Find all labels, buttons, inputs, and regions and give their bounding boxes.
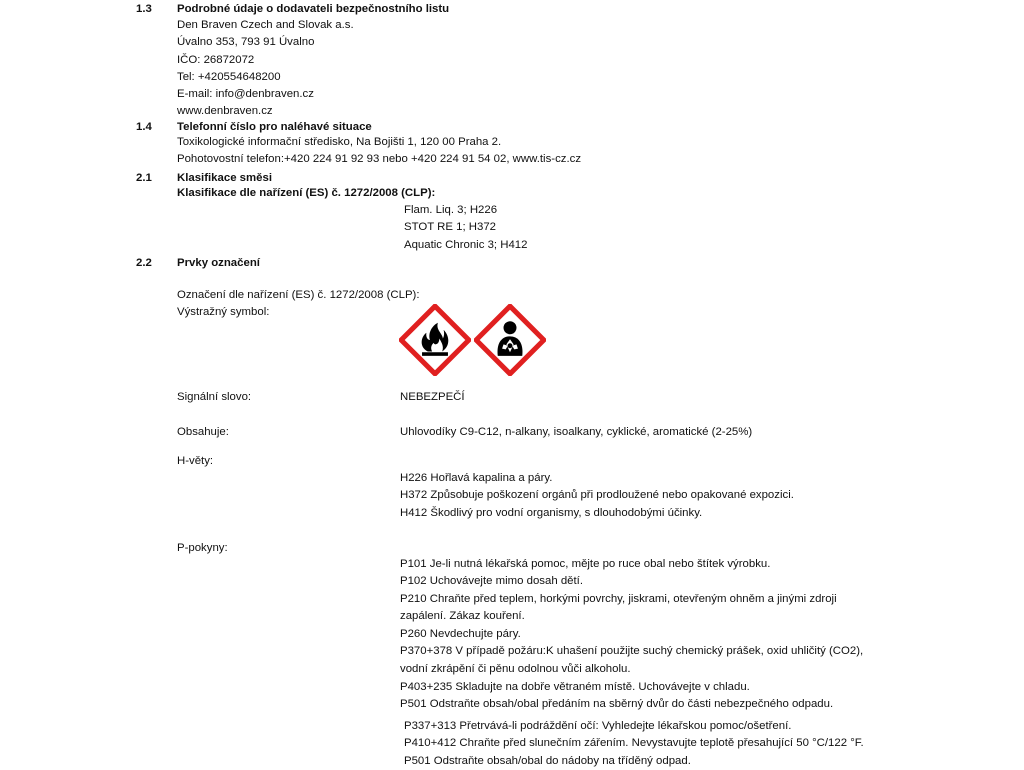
p-statement: P403+235 Skladujte na dobře větraném místě. Uchovávejte v chladu. (400, 681, 750, 693)
supplier-details (177, 17, 354, 121)
supplier-line: E-mail: info@denbraven.cz (177, 88, 314, 101)
contains-label: Obsahuje: (177, 426, 229, 438)
h-statements-list (400, 470, 794, 522)
regulation-label: Označení dle nařízení (ES) č. 1272/2008 (CLP): (177, 289, 420, 301)
p-statement: P260 Nevdechujte páry. (400, 628, 521, 640)
flame-pictogram (399, 304, 471, 376)
classification-item: STOT RE 1; H372 (404, 221, 497, 234)
contains-value: Uhlovodíky C9-C12, n-alkany, isoalkany, cyklické, aromatické (2-25%) (400, 426, 753, 438)
p-statement: P370+378 V případě požáru:K uhašení použijte suchý chemický prášek, oxid uhličitý (CO2), (400, 645, 864, 658)
p-statement: P101 Je-li nutná lékařská pomoc, mějte po ruce obal nebo štítek výrobku. (400, 558, 771, 570)
symbol-label: Výstražný symbol: (177, 306, 270, 318)
section-title: Prvky označení (177, 257, 260, 269)
p-statements-block (400, 679, 833, 714)
section-title: Podrobné údaje o dodavateli bezpečnostního listu (177, 3, 450, 15)
p-statement: P337+313 Přetrvává-li podráždění očí: Vyhledejte lékařskou pomoc/ošetření. (404, 720, 792, 732)
signal-word: NEBEZPEČÍ (400, 391, 465, 403)
section-title: Telefonní číslo pro naléhavé situace (177, 121, 372, 133)
p-statements-block (404, 718, 864, 770)
p-statement: P410+412 Chraňte před slunečním zářením. Nevystavujte teplotě přesahující 50 °C/122 °F. (404, 737, 864, 750)
p-statement: P501 Odstraňte obsah/obal předáním na sběrný dvůr do části nebezpečného odpadu. (400, 698, 834, 711)
classification-list (404, 202, 527, 254)
h-statements-label: H-věty: (177, 455, 214, 467)
p-statements-block (400, 626, 863, 678)
supplier-line: www.denbraven.cz (177, 105, 273, 118)
health-hazard-pictogram (474, 304, 546, 376)
classification-item: Flam. Liq. 3; H226 (404, 204, 498, 216)
section-number: 2.2 (136, 257, 152, 269)
supplier-line: Úvalno 353, 793 91 Úvalno (177, 36, 315, 49)
p-statement: zapálení. Zákaz kouření. (400, 609, 525, 622)
section-title: Klasifikace směsi (177, 172, 272, 184)
emergency-line: Toxikologické informační středisko, Na Bojišti 1, 120 00 Praha 2. (177, 136, 502, 148)
section-number: 1.4 (136, 121, 152, 133)
h-statement: H372 Způsobuje poškození orgánů při prodloužené nebo opakované expozici. (400, 489, 794, 502)
emergency-line: Pohotovostní telefon:+420 224 91 92 93 nebo +420 224 91 54 02, www.tis-cz.cz (177, 153, 582, 166)
supplier-line: Den Braven Czech and Slovak a.s. (177, 19, 354, 31)
classification-item: Aquatic Chronic 3; H412 (404, 238, 528, 251)
section-number: 1.3 (136, 3, 152, 15)
emergency-details (177, 134, 581, 169)
p-statement: P501 Odstraňte obsah/obal do nádoby na tříděný odpad. (404, 754, 691, 767)
p-statement: P210 Chraňte před teplem, horkými povrchy, jiskrami, otevřeným ohněm a jinými zdroji (400, 592, 837, 605)
h-statement: H412 Škodlivý pro vodní organismy, s dlouhodobými účinky. (400, 506, 703, 519)
p-statement: P102 Uchovávejte mimo dosah dětí. (400, 575, 583, 588)
classification-subtitle: Klasifikace dle nařízení (ES) č. 1272/2008 (CLP): (177, 187, 436, 199)
supplier-line: IČO: 26872072 (177, 53, 255, 66)
supplier-line: Tel: +420554648200 (177, 70, 281, 83)
signal-word-label: Signální slovo: (177, 391, 252, 403)
p-statements-label: P-pokyny: (177, 542, 228, 554)
p-statement: vodní zkrápění či pěnu odolnou vůči alkoholu. (400, 662, 631, 675)
p-statements-block (400, 556, 837, 625)
h-statement: H226 Hořlavá kapalina a páry. (400, 472, 553, 484)
section-number: 2.1 (136, 172, 152, 184)
